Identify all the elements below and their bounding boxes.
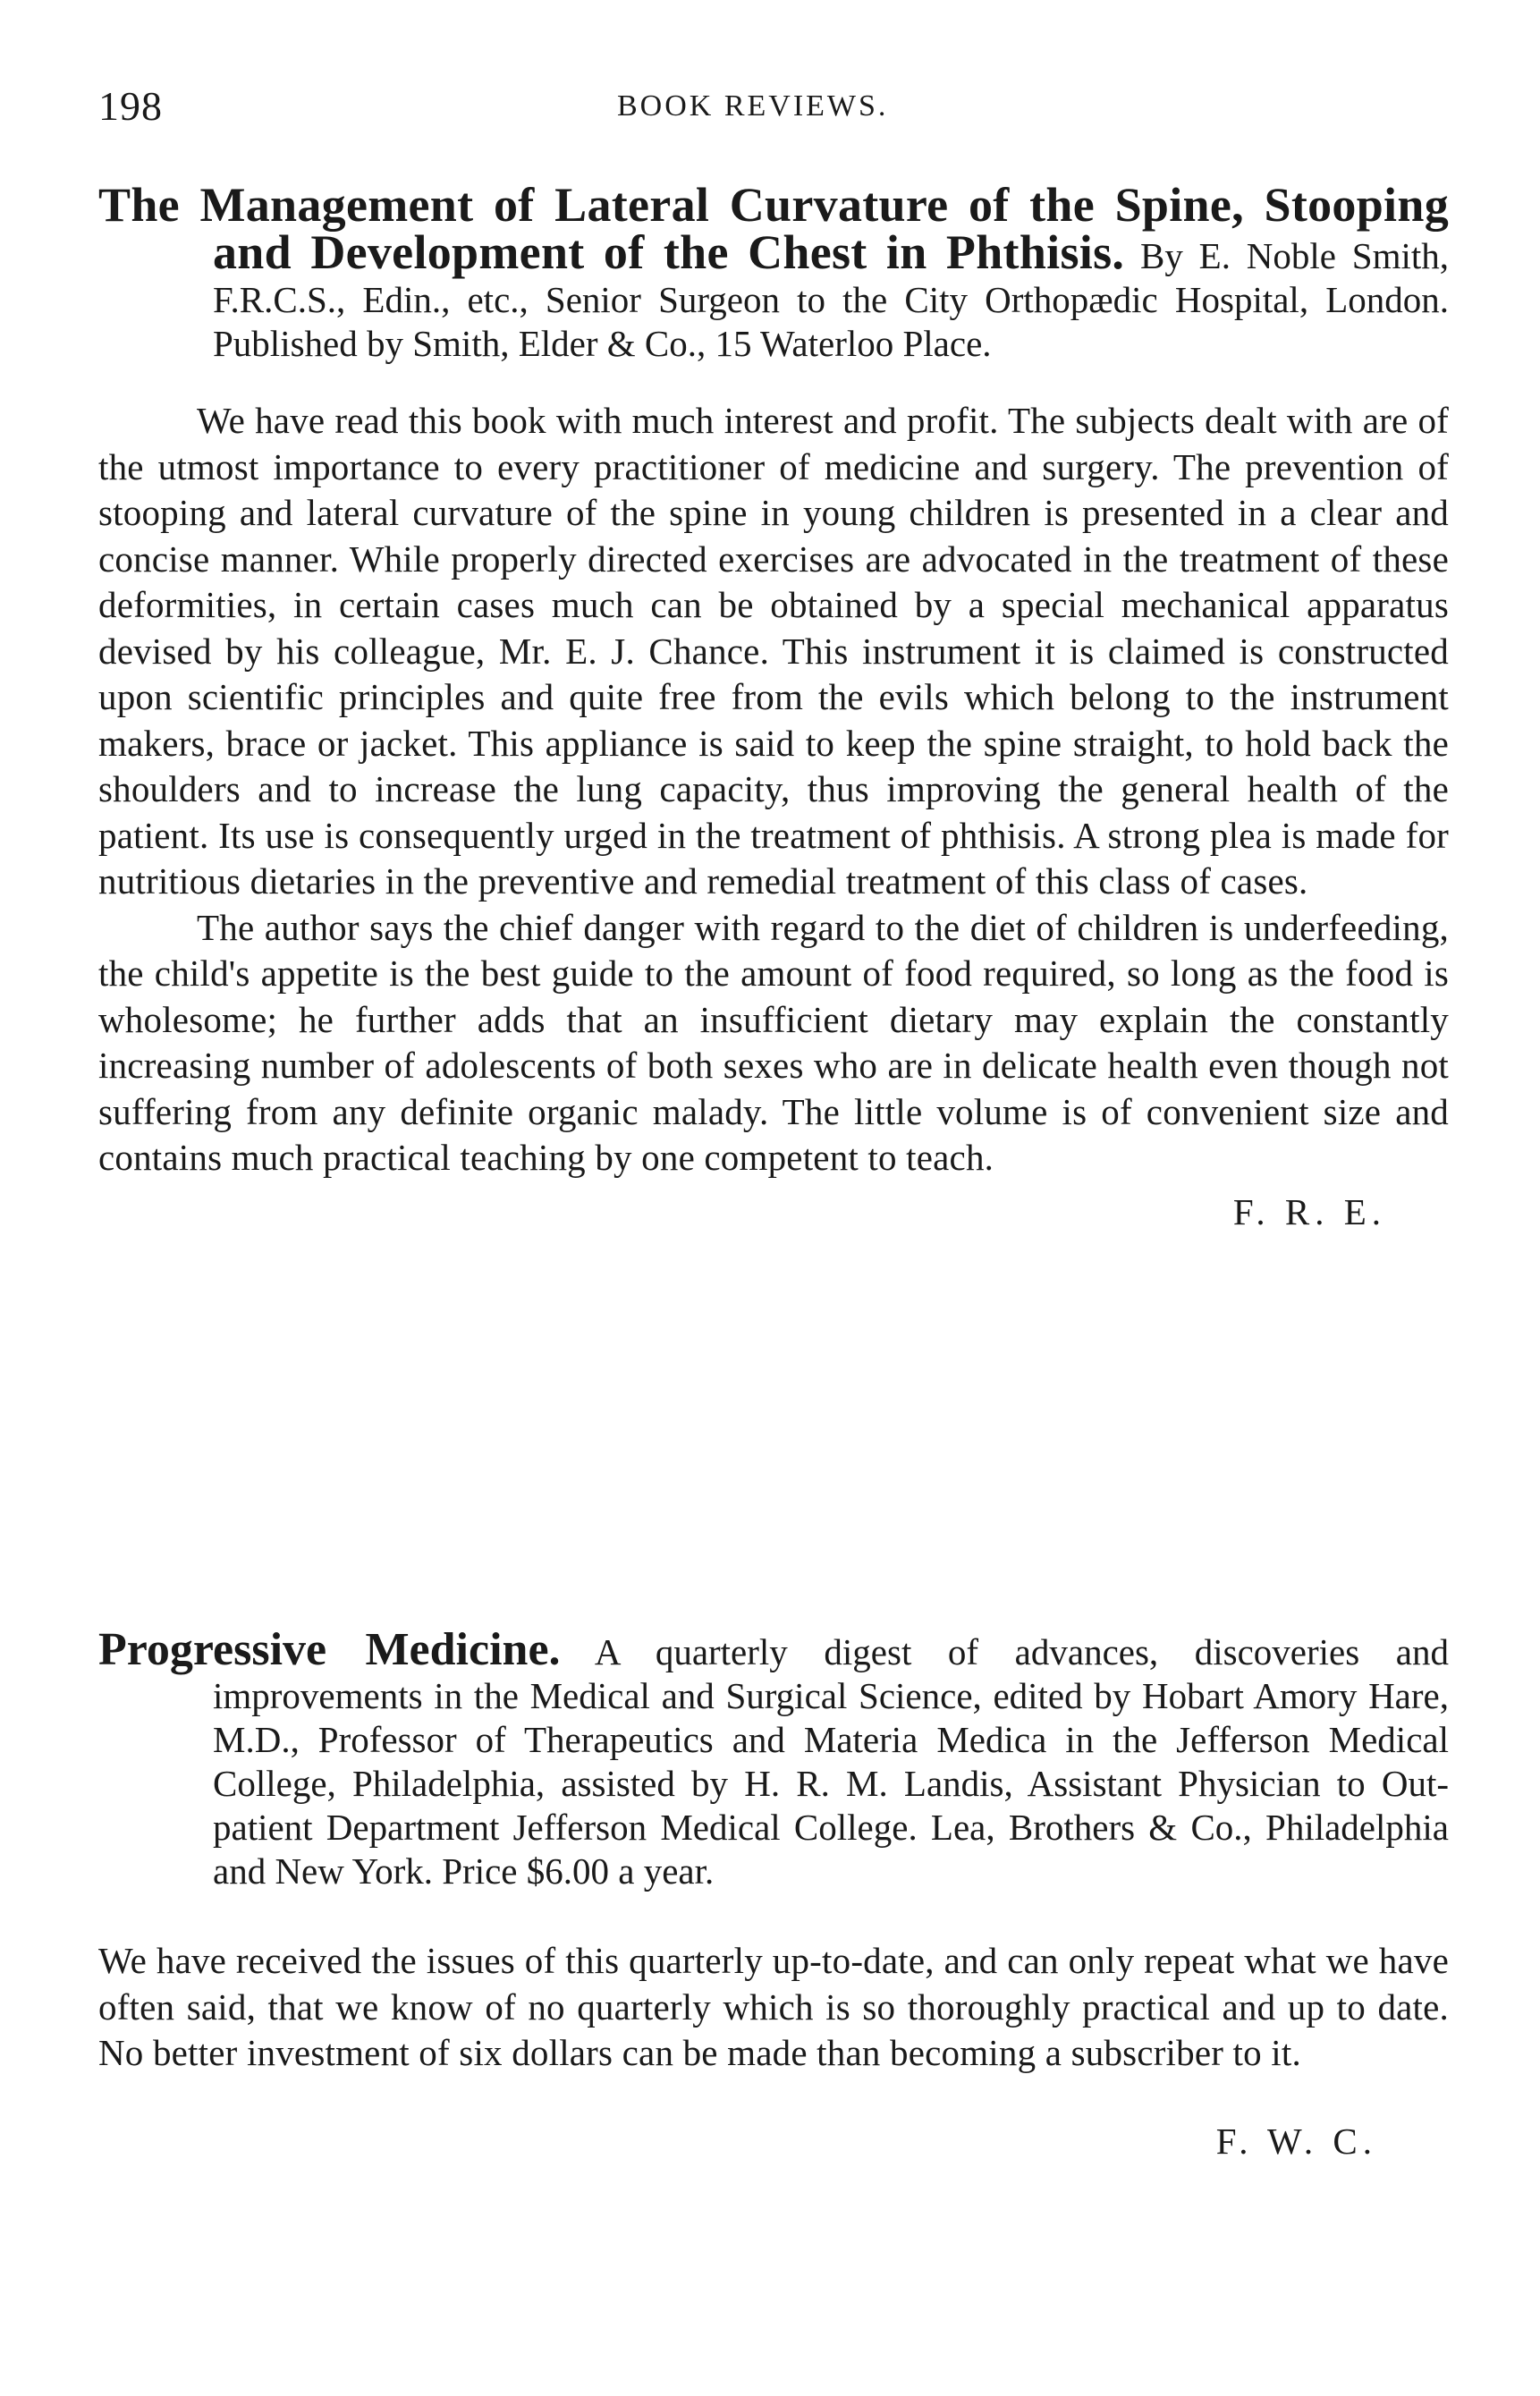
running-head (98, 82, 1458, 136)
reviewer-initials: F. R. E. (1232, 1190, 1386, 1232)
review-heading (98, 178, 1449, 366)
review-paragraph: We have read this book with much interest and profit. The subjects dealt with are of the utmost importance to every practitioner of medicine and surgery. The prevention of stooping and lateral curvature of the spine in young children is presented in a clear and concise manner. While properly directed exercises are advocated in the treatment of these deformities, in certain cases much can be obtained by a special mechanical apparatus devised by his colleague, Mr. E. J. Chance. This instrument it is claimed is constructed upon scientific principles and quite free from the evils which belong to the instrument makers, brace or jacket. This appliance is said to keep the spine straight, to hold back the shoulders and to increase the lung capacity, thus improving the general health of the patient. Its use is consequently urged in the treatment of phthisis. A strong plea is made for nutritious dietaries in the preventive and remedial treatment of this class of cases. (98, 400, 1449, 902)
running-title: BOOK REVIEWS. (617, 89, 889, 123)
review-paragraph: The author says the chief danger with regard to the diet of children is underfeeding, the child's appetite is the best guide to the amount of food required, so long as the food is wholesome; he further adds that an insufficient dietary may explain the constantly increasing number of adolescents of both sexes who are in delicate health even though not suffering from any definite organic malady. The little volume is of convenient size and contains much practical teaching by one competent to teach. (98, 906, 1449, 1178)
review-spine-curvature (98, 178, 1449, 1233)
review-body (98, 1938, 1449, 2077)
review-bibliography: A quarterly digest of advances, discoveries and improvements in the Medical and Surgical Science, edited by Hobart Amory Hare, M.D., Professor of Therapeutics and Materia Medica in the Jefferson Medical College, Philadelphia, assisted by H. R. M. Landis, Assistant Physician to Out-patient Department Jefferson Medical College. Lea, Brothers & Co., Philadelphia and New York. Price $6.00 a year. (213, 1631, 1449, 1892)
page-number: 198 (98, 83, 163, 129)
review-progressive-medicine (98, 1624, 1449, 2163)
review-bibliography: By E. Noble Smith, F.R.C.S., Edin., etc., Senior Surgeon to the City Orthopædic Hospital, London. Published by Smith, Elder & Co., 15 Waterloo Place. (213, 235, 1449, 364)
reviewer-initials: F. W. C. (1215, 2120, 1377, 2162)
review-title: Progressive Medicine. (98, 1624, 561, 1675)
review-title: The Management of Lateral Curvature of the Spine, Stooping and Development of the Chest in Phthisis. (98, 178, 1449, 279)
review-paragraph: We have received the issues of this quarterly up-to-date, and can only repeat what we have often said, that we know of no quarterly which is so thoroughly practical and up to date. No better investment of six dollars can be made than becoming a subscriber to it. (98, 1940, 1449, 2073)
review-heading (98, 1624, 1449, 1893)
review-body (98, 398, 1449, 1181)
